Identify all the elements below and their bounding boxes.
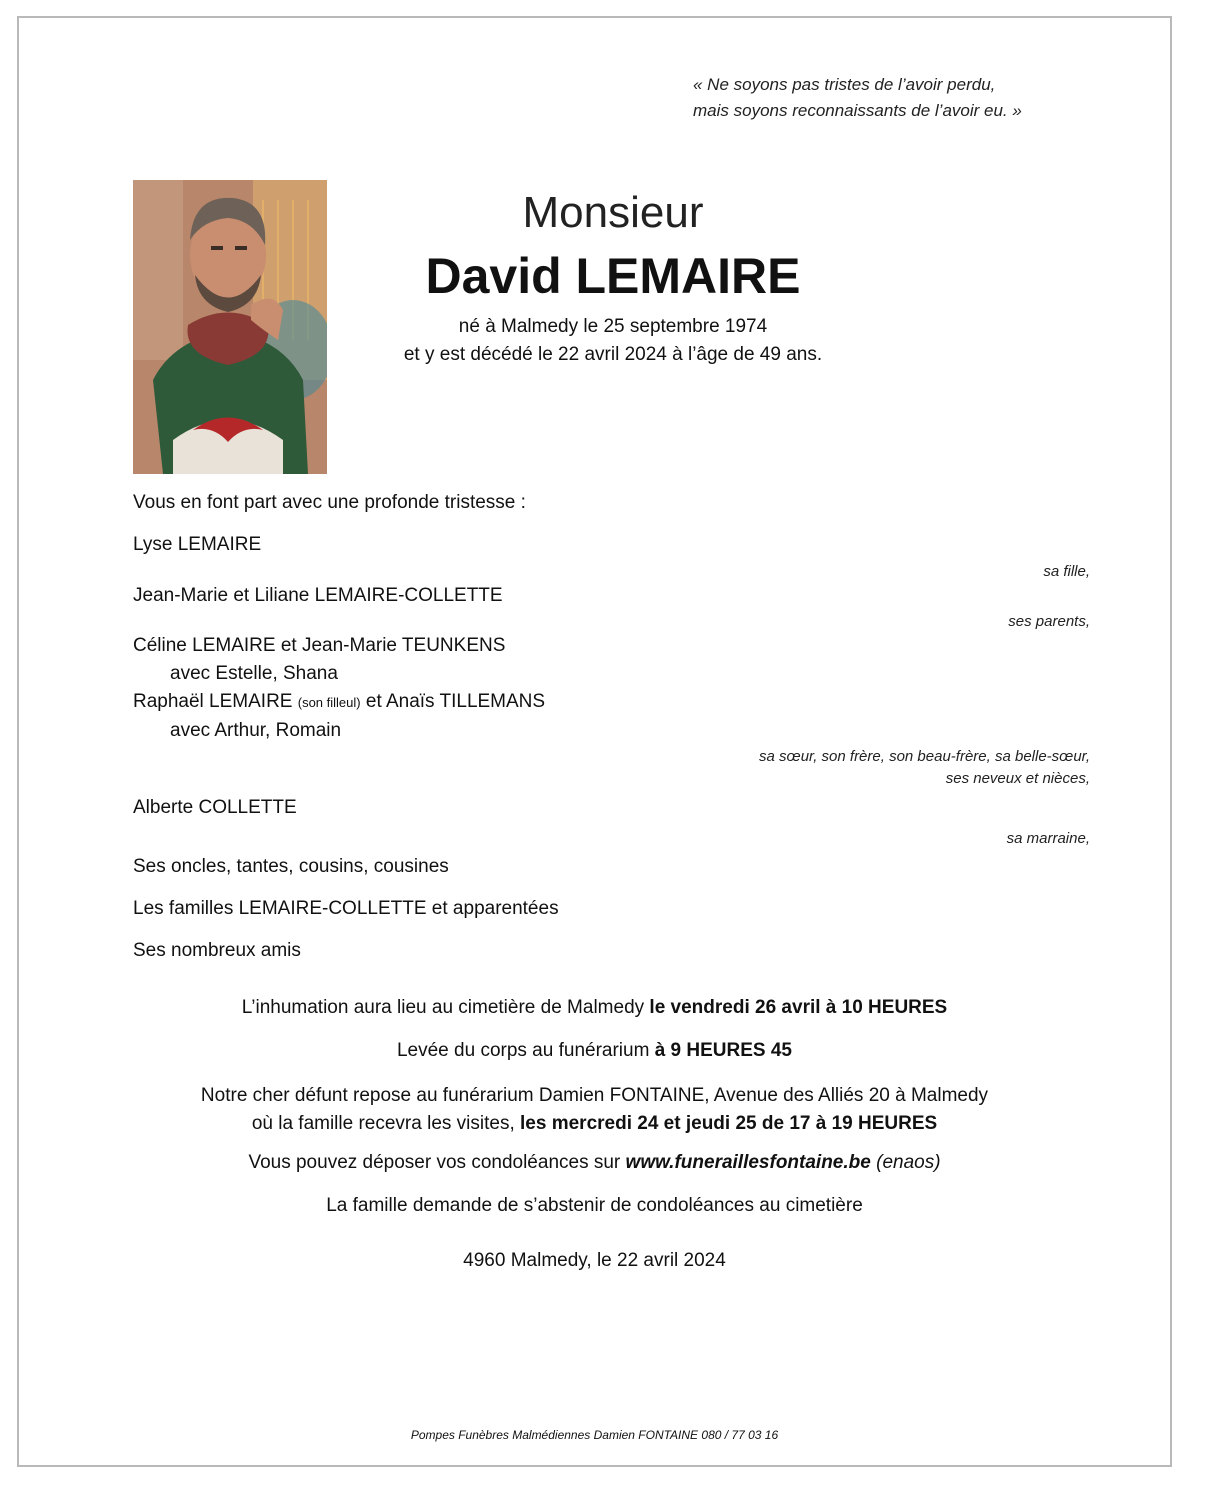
visits-text: où la famille recevra les visites, <box>251 1113 515 1134</box>
repose-info <box>17 1082 1172 1138</box>
epigraph-quote <box>693 72 1022 124</box>
relatives-line: Ses oncles, tantes, cousins, cousines <box>133 856 449 877</box>
portrait-illustration <box>133 180 327 474</box>
intro-text: Vous en font part avec une profonde tristesse : <box>133 492 526 513</box>
parents-names: Jean-Marie et Liliane LEMAIRE-COLLETTE <box>133 585 503 606</box>
death-line: et y est décédé le 22 avril 2024 à l’âge de 49 ans. <box>403 344 823 365</box>
siblings-relation-line-1: sa sœur, son frère, son beau-frère, sa belle-sœur, <box>759 748 1090 765</box>
condolences-link[interactable]: www.funeraillesfontaine.be <box>625 1152 871 1173</box>
condolences-info <box>17 1152 1172 1174</box>
sibling-2-children: avec Arthur, Romain <box>170 720 342 741</box>
portrait-photo <box>133 180 327 474</box>
sibling-1-children: avec Estelle, Shana <box>170 663 338 684</box>
life-dates <box>330 313 896 369</box>
sibling-2-partner: et Anaïs TILLEMANS <box>365 691 546 712</box>
friends-line: Ses nombreux amis <box>133 940 301 961</box>
birth-line: né à Malmedy le 25 septembre 1974 <box>458 316 768 337</box>
levee-when: à 9 HEURES 45 <box>654 1040 792 1061</box>
civility-title: Monsieur <box>522 188 704 237</box>
funeral-home-footer: Pompes Funèbres Malmédiennes Damien FONTAINE 080 / 77 03 16 <box>410 1428 779 1442</box>
families-line: Les familles LEMAIRE-COLLETTE et apparentées <box>133 898 559 919</box>
quote-line-2: mais soyons reconnaissants de l’avoir eu. » <box>693 101 1022 120</box>
godmother-relation: sa marraine, <box>1006 830 1090 847</box>
condolences-note: (enaos) <box>876 1152 941 1173</box>
burial-text: L’inhumation aura lieu au cimetière de Malmedy <box>241 997 645 1018</box>
burial-info <box>17 997 1172 1019</box>
siblings-relation <box>759 746 1090 790</box>
sibling-2 <box>133 691 545 713</box>
deceased-name: David LEMAIRE <box>425 248 801 304</box>
daughter-name: Lyse LEMAIRE <box>133 534 262 555</box>
repose-line-2 <box>17 1110 1172 1138</box>
condolences-text: Vous pouvez déposer vos condoléances sur <box>248 1152 621 1173</box>
parents-relation: ses parents, <box>1008 613 1090 630</box>
daughter-relation: sa fille, <box>1043 563 1090 580</box>
godmother-name: Alberte COLLETTE <box>133 797 297 818</box>
visits-when: les mercredi 24 et jeudi 25 de 17 à 19 HEURES <box>520 1113 938 1134</box>
sibling-1: Céline LEMAIRE et Jean-Marie TEUNKENS <box>133 635 506 656</box>
abstain-notice: La famille demande de s’abstenir de condoléances au cimetière <box>326 1195 863 1216</box>
repose-line-1: Notre cher défunt repose au funérarium Damien FONTAINE, Avenue des Alliés 20 à Malmedy <box>200 1085 989 1106</box>
quote-line-1: « Ne soyons pas tristes de l’avoir perdu, <box>693 75 996 94</box>
sibling-2-note: (son filleul) <box>297 695 361 710</box>
burial-when: le vendredi 26 avril à 10 HEURES <box>649 997 948 1018</box>
levee-text: Levée du corps au funérarium <box>396 1040 650 1061</box>
levee-info <box>17 1040 1172 1062</box>
place-date: 4960 Malmedy, le 22 avril 2024 <box>463 1250 726 1271</box>
siblings-relation-line-2: ses neveux et nièces, <box>945 770 1090 787</box>
sibling-2-name: Raphaël LEMAIRE <box>133 691 293 712</box>
